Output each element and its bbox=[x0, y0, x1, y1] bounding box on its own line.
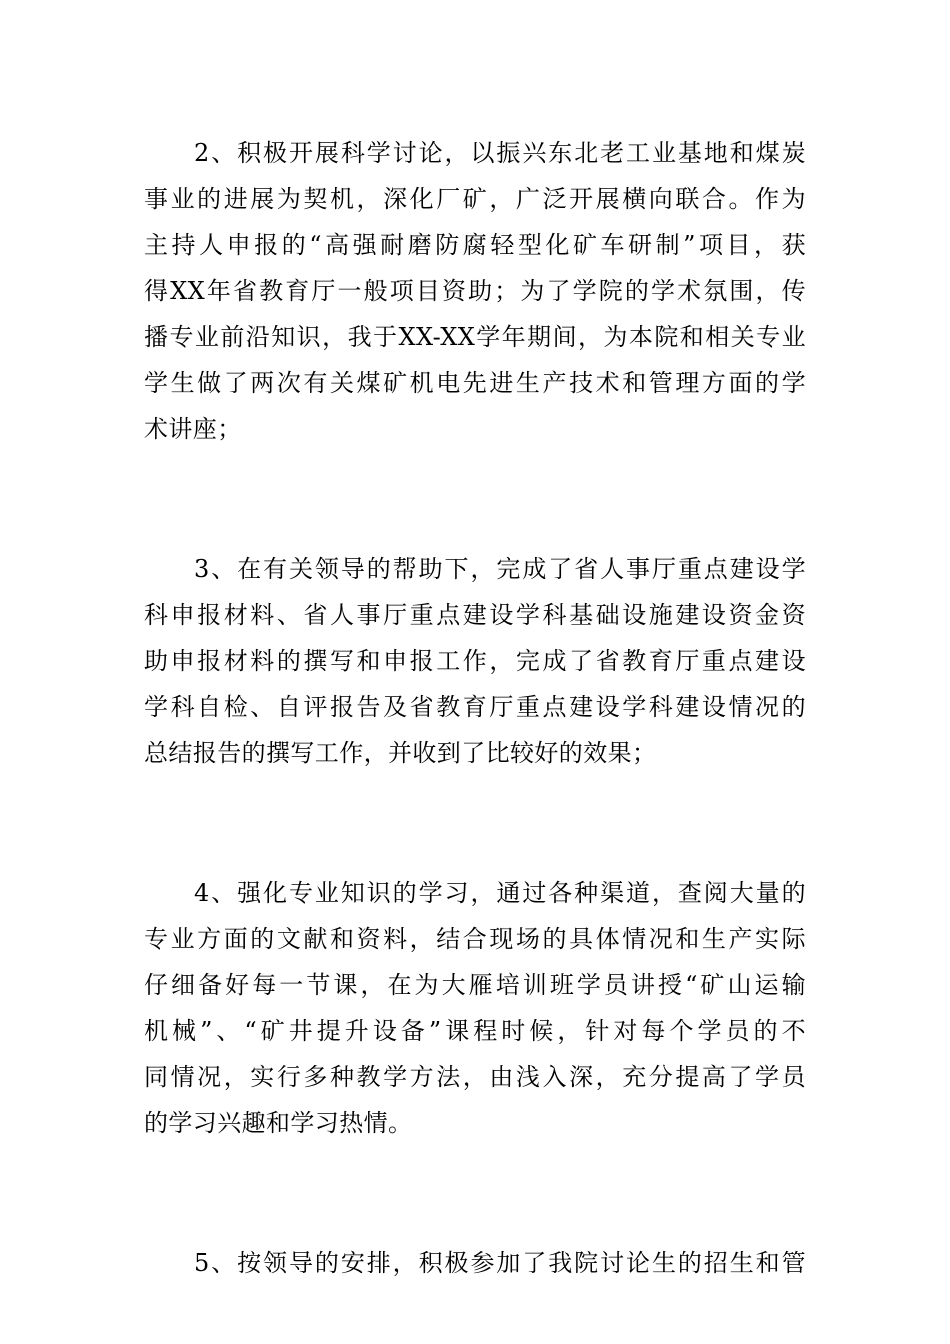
text-line: 助申报材料的撰写和申报工作，完成了省教育厅重点建设 bbox=[144, 647, 806, 675]
paragraph-5 bbox=[144, 1240, 806, 1286]
text-line: 事业的进展为契机，深化厂矿，广泛开展横向联合。作为 bbox=[144, 185, 806, 213]
text-line: 术讲座； bbox=[144, 415, 242, 443]
text-line: 播专业前沿知识，我于XX-XX学年期间，为本院和相关专业 bbox=[144, 323, 806, 351]
text-line: 总结报告的撰写工作，并收到了比较好的效果； bbox=[144, 739, 657, 767]
text-line: 得XX年省教育厅一般项目资助；为了学院的学术氛围，传 bbox=[144, 277, 806, 305]
document-body bbox=[144, 130, 806, 1286]
text-line: 机械”、“矿井提升设备”课程时候，针对每个学员的不 bbox=[144, 1017, 806, 1045]
text-line: 学科自检、自评报告及省教育厅重点建设学科建设情况的 bbox=[144, 693, 806, 721]
text-line: 主持人申报的“高强耐磨防腐轻型化矿车研制”项目，获 bbox=[144, 231, 806, 259]
text-line: 专业方面的文献和资料，结合现场的具体情况和生产实际 bbox=[144, 925, 806, 953]
paragraph-4 bbox=[144, 870, 806, 1146]
text-line: 仔细备好每一节课，在为大雁培训班学员讲授“矿山运输 bbox=[144, 971, 806, 999]
text-line: 学生做了两次有关煤矿机电先进生产技术和管理方面的学 bbox=[144, 369, 806, 397]
paragraph-spacer bbox=[144, 1146, 806, 1240]
paragraph-2 bbox=[144, 130, 806, 452]
text-line: 3、在有关领导的帮助下，完成了省人事厅重点建设学 bbox=[194, 555, 806, 583]
text-line: 4、强化专业知识的学习，通过各种渠道，查阅大量的 bbox=[194, 879, 806, 907]
paragraph-spacer bbox=[144, 776, 806, 870]
text-line: 同情况，实行多种教学方法，由浅入深，充分提高了学员 bbox=[144, 1063, 806, 1091]
text-line: 科申报材料、省人事厅重点建设学科基础设施建设资金资 bbox=[144, 601, 806, 629]
text-line: 5、按领导的安排，积极参加了我院讨论生的招生和管 bbox=[194, 1249, 806, 1277]
text-line: 的学习兴趣和学习热情。 bbox=[144, 1109, 413, 1137]
paragraph-spacer bbox=[144, 452, 806, 546]
text-line: 2、积极开展科学讨论，以振兴东北老工业基地和煤炭 bbox=[194, 139, 806, 167]
paragraph-3 bbox=[144, 546, 806, 776]
